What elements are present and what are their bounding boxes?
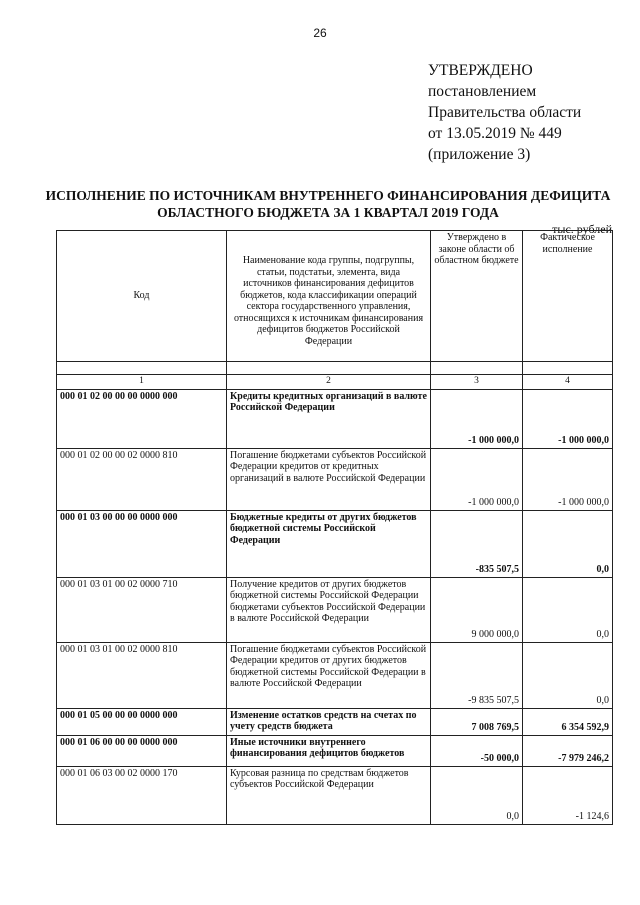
code-cell: 000 01 06 00 00 00 0000 000 xyxy=(57,735,227,766)
approved-amount: -9 835 507,5 xyxy=(431,642,523,708)
name-cell: Бюджетные кредиты от других бюджетов бюджетной системы Российской Федерации xyxy=(227,510,431,577)
table-row xyxy=(57,389,613,448)
table-row xyxy=(57,577,613,642)
name-cell: Получение кредитов от других бюджетов бюджетной системы Российской Федерации бюджетами субъектов Российской Федерации в валюте Российской Федерации xyxy=(227,577,431,642)
actual-amount: 0,0 xyxy=(523,642,613,708)
column-index-row xyxy=(57,375,613,390)
actual-amount: -1 124,6 xyxy=(523,766,613,824)
approval-line: УТВЕРЖДЕНО xyxy=(428,62,533,79)
title-line: ОБЛАСТНОГО БЮДЖЕТА ЗА 1 КВАРТАЛ 2019 ГОДА xyxy=(157,205,499,220)
table-row xyxy=(57,448,613,510)
actual-amount: 0,0 xyxy=(523,577,613,642)
table-header-row xyxy=(57,231,613,362)
approval-line: от 13.05.2019 № 449 xyxy=(428,125,562,142)
name-cell: Кредиты кредитных организаций в валюте Российской Федерации xyxy=(227,389,431,448)
table-header-gap xyxy=(57,362,613,375)
approved-amount: -835 507,5 xyxy=(431,510,523,577)
approved-amount: 7 008 769,5 xyxy=(431,708,523,735)
page-number: 26 xyxy=(313,26,327,40)
approved-amount: -1 000 000,0 xyxy=(431,448,523,510)
units-label: тыс. рублей xyxy=(552,222,612,236)
title-line: ИСПОЛНЕНИЕ ПО ИСТОЧНИКАМ ВНУТРЕННЕГО ФИНАНСИРОВАНИЯ ДЕФИЦИТА xyxy=(45,188,611,203)
table-row xyxy=(57,708,613,735)
column-index: 4 xyxy=(523,375,613,390)
actual-amount: -1 000 000,0 xyxy=(523,389,613,448)
code-cell: 000 01 05 00 00 00 0000 000 xyxy=(57,708,227,735)
name-cell: Курсовая разница по средствам бюджетов субъектов Российской Федерации xyxy=(227,766,431,824)
code-cell: 000 01 03 01 00 02 0000 710 xyxy=(57,577,227,642)
name-cell: Иные источники внутреннего финансирования дефицитов бюджетов xyxy=(227,735,431,766)
approval-stamp xyxy=(428,60,581,165)
code-cell: 000 01 02 00 00 02 0000 810 xyxy=(57,448,227,510)
column-header-code: Код xyxy=(57,231,227,362)
name-cell: Погашение бюджетами субъектов Российской Федерации кредитов от кредитных организаций в валюте Российской Федерации xyxy=(227,448,431,510)
column-header-approved: Утверждено в законе области об областном бюджете xyxy=(431,231,523,362)
actual-amount: 6 354 592,9 xyxy=(523,708,613,735)
actual-amount: -7 979 246,2 xyxy=(523,735,613,766)
actual-amount: 0,0 xyxy=(523,510,613,577)
column-index: 3 xyxy=(431,375,523,390)
approved-amount: 9 000 000,0 xyxy=(431,577,523,642)
column-index: 1 xyxy=(57,375,227,390)
name-cell: Изменение остатков средств на счетах по учету средств бюджета xyxy=(227,708,431,735)
approval-line: Правительства области xyxy=(428,104,582,121)
name-cell: Погашение бюджетами субъектов Российской Федерации кредитов от других бюджетов бюджетной системы Российской Федерации в валюте Российской Федерации xyxy=(227,642,431,708)
column-index: 2 xyxy=(227,375,431,390)
budget-sources-table xyxy=(56,230,613,825)
document-title xyxy=(40,187,616,221)
column-header-actual: Фактическое исполнение xyxy=(523,231,613,362)
code-cell: 000 01 03 00 00 00 0000 000 xyxy=(57,510,227,577)
table-row xyxy=(57,766,613,824)
code-cell: 000 01 03 01 00 02 0000 810 xyxy=(57,642,227,708)
approved-amount: 0,0 xyxy=(431,766,523,824)
table-row xyxy=(57,735,613,766)
approved-amount: -50 000,0 xyxy=(431,735,523,766)
approved-amount: -1 000 000,0 xyxy=(431,389,523,448)
column-header-name: Наименование кода группы, подгруппы, статьи, подстатьи, элемента, вида источников финансирования дефицитов бюджетов, кода классификации операций сектора государственного управления, относящихся к источникам финансирования дефицитов бюджетов Российской Федерации xyxy=(227,231,431,362)
code-cell: 000 01 02 00 00 00 0000 000 xyxy=(57,389,227,448)
table-row xyxy=(57,642,613,708)
code-cell: 000 01 06 03 00 02 0000 170 xyxy=(57,766,227,824)
approval-line: постановлением xyxy=(428,83,537,100)
table-row xyxy=(57,510,613,577)
approval-line: (приложение 3) xyxy=(428,146,531,163)
actual-amount: -1 000 000,0 xyxy=(523,448,613,510)
